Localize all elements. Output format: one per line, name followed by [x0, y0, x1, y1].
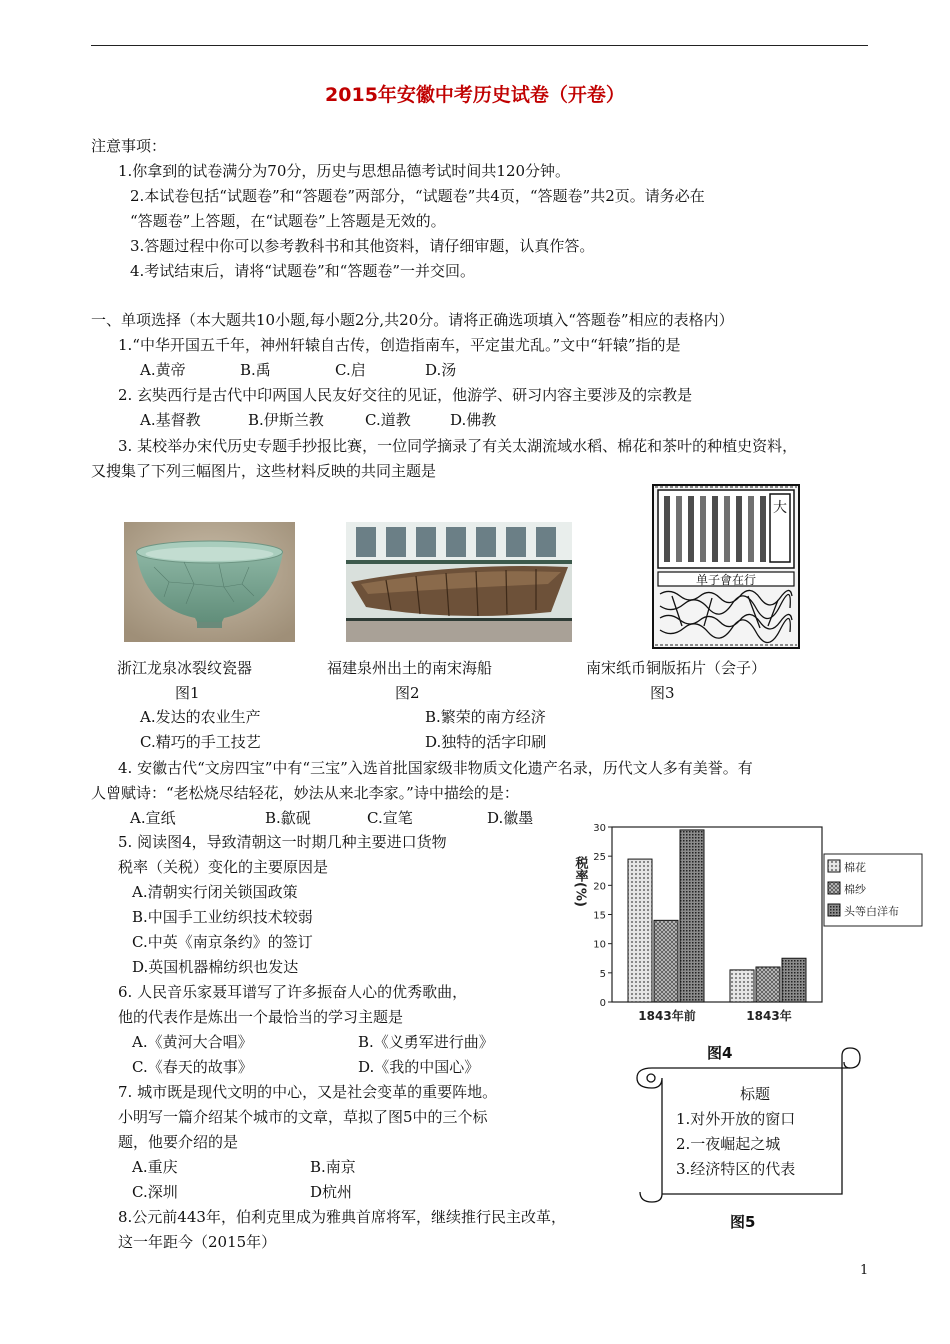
fig5-item: 2.一夜崛起之城: [676, 1135, 781, 1153]
fig2-caption: 福建泉州出土的南宋海船: [327, 659, 493, 677]
q6-stem-cont: 他的代表作是炼出一个最恰当的学习主题是: [118, 1008, 404, 1026]
q5-option-a: A.清朝实行闭关锁国政策: [132, 883, 298, 901]
y-tick-label: 20: [593, 881, 606, 893]
fig5-item: 3.经济特区的代表: [676, 1160, 796, 1178]
q7-stem-cont2: 题，他要介绍的是: [118, 1133, 239, 1151]
fig5-item: 1.对外开放的窗口: [676, 1110, 796, 1128]
page-title: 2015年安徽中考历史试卷（开卷）: [325, 84, 625, 106]
fig3-label: 图3: [650, 684, 675, 702]
page-number: 1: [860, 1263, 869, 1278]
q1-stem: 1.“中华开国五千年，神州轩辕自古传，创造指南车，平定蚩尤乱。”文中“轩辕”指的是: [118, 336, 681, 354]
q3-stem-cont: 又搜集了下列三幅图片，这些材料反映的共同主题是: [91, 462, 437, 480]
chart-bar: [654, 920, 678, 1002]
fig4-tariff-chart: [566, 816, 930, 1030]
q2-stem: 2. 玄奘西行是古代中印两国人民友好交往的见证，他游学、研习内容主要涉及的宗教是: [118, 386, 693, 404]
q3-option-b: B.繁荣的南方经济: [425, 708, 546, 726]
fig5-label: 图5: [730, 1213, 756, 1231]
fig4-label: 图4: [707, 1044, 733, 1062]
q2-option-a: A.基督教: [140, 411, 201, 429]
fig2-label: 图2: [395, 684, 420, 702]
legend-label: 棉花: [844, 861, 866, 874]
section-heading: 一、单项选择（本大题共10小题,每小题2分,共20分。请将正确选项填入“答题卷”相应的表格内）: [91, 311, 734, 329]
q5-option-d: D.英国机器棉纺织也发达: [132, 958, 299, 976]
y-tick-label: 5: [599, 968, 606, 980]
x-category-label: 1843年前: [638, 1009, 696, 1023]
q7-option-b: B.南京: [310, 1158, 356, 1176]
q6-stem: 6. 人民音乐家聂耳谱写了许多振奋人心的优秀歌曲，: [118, 983, 468, 1001]
q4-stem: 4. 安徽古代“文房四宝”中有“三宝”入选首批国家级非物质文化遗产名录，历代文人多有美誉。有: [118, 759, 753, 777]
q2-option-d: D.佛教: [450, 411, 497, 429]
legend-swatch: [828, 904, 840, 916]
header-rule: [91, 45, 868, 46]
x-category-label: 1843年: [746, 1009, 792, 1023]
q5-option-c: C.中英《南京条约》的签订: [132, 933, 313, 951]
legend-swatch: [828, 882, 840, 894]
legend-swatch: [828, 860, 840, 872]
fig5-heading: 标题: [740, 1085, 771, 1103]
q2-option-b: B.伊斯兰教: [248, 411, 324, 429]
notice-item: 3.答题过程中你可以参考教科书和其他资料，请仔细审题，认真作答。: [130, 237, 595, 255]
notice-heading: 注意事项：: [91, 137, 167, 155]
fig1-label: 图1: [175, 684, 200, 702]
fig3-banknote-rubbing: [652, 484, 800, 649]
q6-option-b: B.《义勇军进行曲》: [358, 1033, 494, 1051]
q4-option-a: A.宣纸: [130, 809, 176, 827]
q2-option-c: C.道教: [365, 411, 411, 429]
q4-option-c: C.宣笔: [367, 809, 413, 827]
q7-stem-cont: 小明写一篇介绍某个城市的文章，草拟了图5中的三个标: [118, 1108, 488, 1126]
q3-option-a: A.发达的农业生产: [140, 708, 261, 726]
q5-stem: 5. 阅读图4，导致清朝这一时期几种主要进口货物: [118, 833, 447, 851]
notice-item: 1.你拿到的试卷满分为70分，历史与思想品德考试时间共120分钟。: [118, 162, 571, 180]
q7-stem: 7. 城市既是现代文明的中心，又是社会变革的重要阵地。: [118, 1083, 498, 1101]
notice-item: 2.本试卷包括“试题卷”和“答题卷”两部分，“试题卷”共4页，“答题卷”共2页。请务必在: [130, 187, 705, 205]
q8-stem-cont: 这一年距今（2015年）: [118, 1233, 277, 1251]
q6-option-d: D.《我的中国心》: [358, 1058, 480, 1076]
q4-option-d: D.徽墨: [487, 809, 534, 827]
q8-stem: 8.公元前443年，伯利克里成为雅典首席将军，继续推行民主改革，: [118, 1208, 566, 1226]
chart-bar: [628, 859, 652, 1002]
q7-option-a: A.重庆: [132, 1158, 178, 1176]
q7-option-d: D杭州: [310, 1183, 353, 1201]
fig2-ship-photo: [346, 522, 572, 642]
fig3-caption: 南宋纸币铜版拓片（会子）: [586, 659, 767, 677]
q4-stem-cont: 人曾赋诗：“老松烧尽结轻花，妙法从来北李家。”诗中描绘的是：: [91, 784, 519, 802]
legend-label: 头等白洋布: [844, 905, 899, 918]
notice-item: “答题卷”上答题，在“试题卷”上答题是无效的。: [130, 212, 446, 230]
y-tick-label: 25: [593, 852, 606, 864]
fig1-bowl-photo: [124, 522, 295, 642]
y-tick-label: 30: [593, 823, 606, 834]
q3-option-c: C.精巧的手工技艺: [140, 733, 261, 751]
q1-option-a: A.黄帝: [140, 361, 186, 379]
q3-option-d: D.独特的活字印刷: [425, 733, 547, 751]
q3-stem: 3. 某校举办宋代历史专题手抄报比赛，一位同学摘录了有关太湖流域水稻、棉花和茶叶的种植史资料，: [118, 437, 798, 455]
q6-option-c: C.《春天的故事》: [132, 1058, 253, 1076]
notice-item: 4.考试结束后，请将“试题卷”和“答题卷”一并交回。: [130, 262, 475, 280]
y-axis-label: 税率(%): [572, 856, 588, 907]
q4-option-b: B.歙砚: [265, 809, 311, 827]
chart-bar: [680, 830, 704, 1002]
legend-label: 棉纱: [844, 883, 866, 896]
q7-option-c: C.深圳: [132, 1183, 178, 1201]
y-tick-label: 15: [593, 910, 606, 922]
q5-option-b: B.中国手工业纺织技术较弱: [132, 908, 313, 926]
q6-option-a: A.《黄河大合唱》: [132, 1033, 253, 1051]
q1-option-b: B.禹: [240, 361, 271, 379]
chart-bar: [730, 970, 754, 1002]
fig3-top-char: 大: [773, 500, 787, 516]
y-tick-label: 0: [599, 998, 606, 1009]
fig3-banner-text: 单子會在行: [695, 573, 757, 587]
chart-bar: [782, 958, 806, 1002]
fig1-caption: 浙江龙泉冰裂纹瓷器: [117, 659, 253, 677]
q1-option-d: D.汤: [425, 361, 457, 379]
y-tick-label: 10: [593, 939, 606, 951]
q1-option-c: C.启: [335, 361, 366, 379]
chart-bar: [756, 967, 780, 1002]
q5-stem-cont: 税率（关税）变化的主要原因是: [118, 858, 329, 876]
